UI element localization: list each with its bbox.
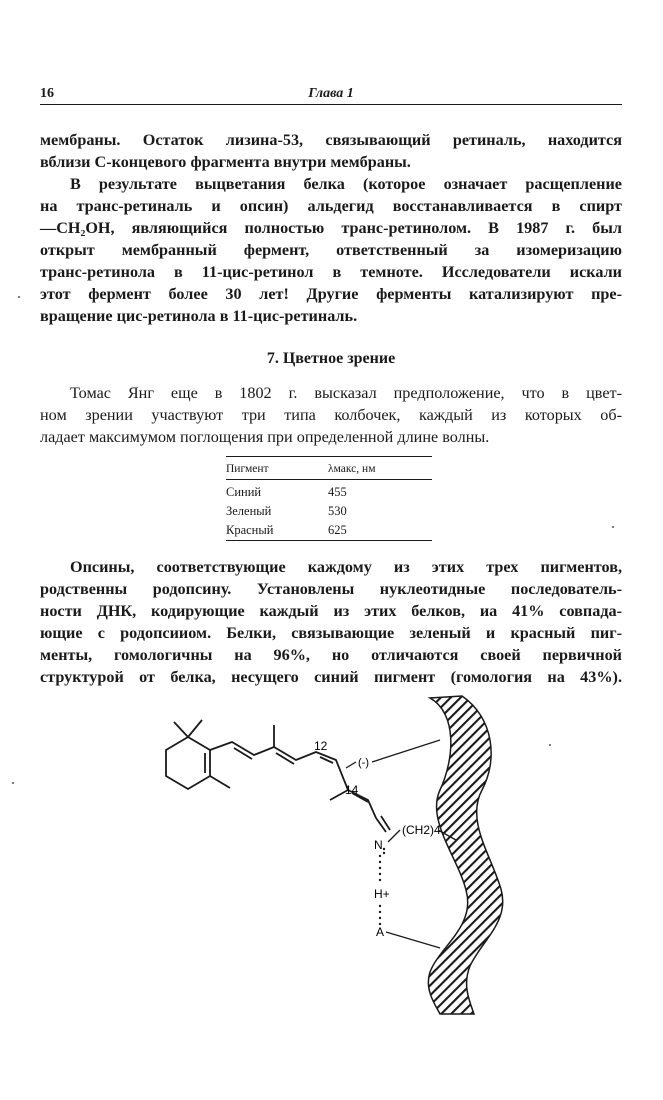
- paragraph-bleaching: [40, 173, 622, 327]
- label-14: 14: [345, 783, 359, 797]
- label-ch2-4: (CH2)4: [402, 823, 441, 837]
- chapter-title: Глава 1: [308, 86, 354, 101]
- scan-speck: [549, 744, 551, 746]
- text-line: вращение цис-ретинола в 11-цис-ретиналь.: [40, 307, 358, 325]
- pigment-name: Синий: [226, 485, 262, 499]
- text-line: транс-ретинола в 11-цис-ретинол в темноте. Исследователи искали: [40, 263, 622, 281]
- text-line: —CH₂OH, являющийся полностью транс-ретинолом. В 1987 г. был: [40, 219, 622, 237]
- label-n: N: [374, 838, 383, 852]
- text-line: Томас Янг еще в 1802 г. высказал предположение, что в цвет-: [70, 384, 622, 402]
- text-line: вблизи С-концевого фрагмента внутри мембраны.: [40, 153, 411, 171]
- text-line: В результате выцветания белка (которое означает расщепление: [70, 175, 622, 193]
- polyene-chain: [210, 725, 390, 832]
- table-row: [226, 480, 432, 503]
- text-line: этот фермент более 30 лет! Другие ферменты катализируют пре-: [40, 285, 622, 303]
- paragraph-young: [40, 382, 622, 448]
- running-head: [40, 86, 622, 105]
- text-line: родственны родопсину. Установлены нуклеотидные последователь-: [40, 580, 622, 598]
- scan-speck: [612, 526, 614, 528]
- text-line: мембраны. Остаток лизина-53, связывающий ретиналь, находится: [40, 131, 622, 149]
- pigment-name: Красный: [226, 523, 274, 537]
- pigment-value: 530: [328, 504, 347, 518]
- page-number: 16: [40, 86, 54, 101]
- text-line: Опсины, соответствующие каждому из этих трех пигментов,: [70, 558, 622, 576]
- table-header-row: [226, 457, 432, 480]
- text-line: открыт мембранный фермент, ответственный за изомеризацию: [40, 241, 622, 259]
- pigment-table: [226, 456, 432, 541]
- paragraph-membrane: [40, 129, 622, 173]
- connector-lines: [346, 740, 456, 948]
- text-line: ности ДНК, кодирующие каждый из этих белков, иа 41% совпада-: [40, 602, 622, 620]
- label-a: A: [376, 925, 385, 939]
- pigment-value: 625: [328, 523, 347, 537]
- text-line: структурой от белка, несущего синий пигмент (гомология на 43%).: [40, 668, 622, 686]
- retinal-opsin-diagram: [140, 690, 580, 1020]
- table-row: [226, 502, 432, 521]
- paragraph-opsins: [40, 556, 622, 688]
- pigment-name: Зеленый: [226, 504, 272, 518]
- label-minus: (-): [358, 757, 369, 769]
- table-row: [226, 521, 432, 541]
- label-hplus: H+: [374, 887, 390, 901]
- table-header-pigment: Пигмент: [226, 463, 269, 475]
- text-line: ющие с родопсииом. Белки, связывающие зеленый и красный пиг-: [40, 624, 622, 642]
- label-12: 12: [314, 739, 328, 753]
- text-line: ном зрении участвуют три типа колбочек, каждый из которых об-: [40, 406, 622, 424]
- section-title: 7. Цветное зрение: [266, 350, 396, 367]
- text-line: на транс-ретиналь и опсин) альдегид восстанавливается в спирт: [40, 197, 622, 215]
- scan-speck: [12, 782, 14, 784]
- cyclohexene-ring: [166, 720, 230, 789]
- text-line: менты, гомологичны на 96%, но отличаются своей первичной: [40, 646, 622, 664]
- protein-band: [428, 696, 502, 1014]
- scan-speck: [18, 296, 20, 298]
- table-header-lambda: λмакс, нм: [328, 463, 376, 475]
- text-line: ладает максимумом поглощения при определенной длине волны.: [40, 428, 490, 446]
- pigment-value: 455: [328, 485, 347, 499]
